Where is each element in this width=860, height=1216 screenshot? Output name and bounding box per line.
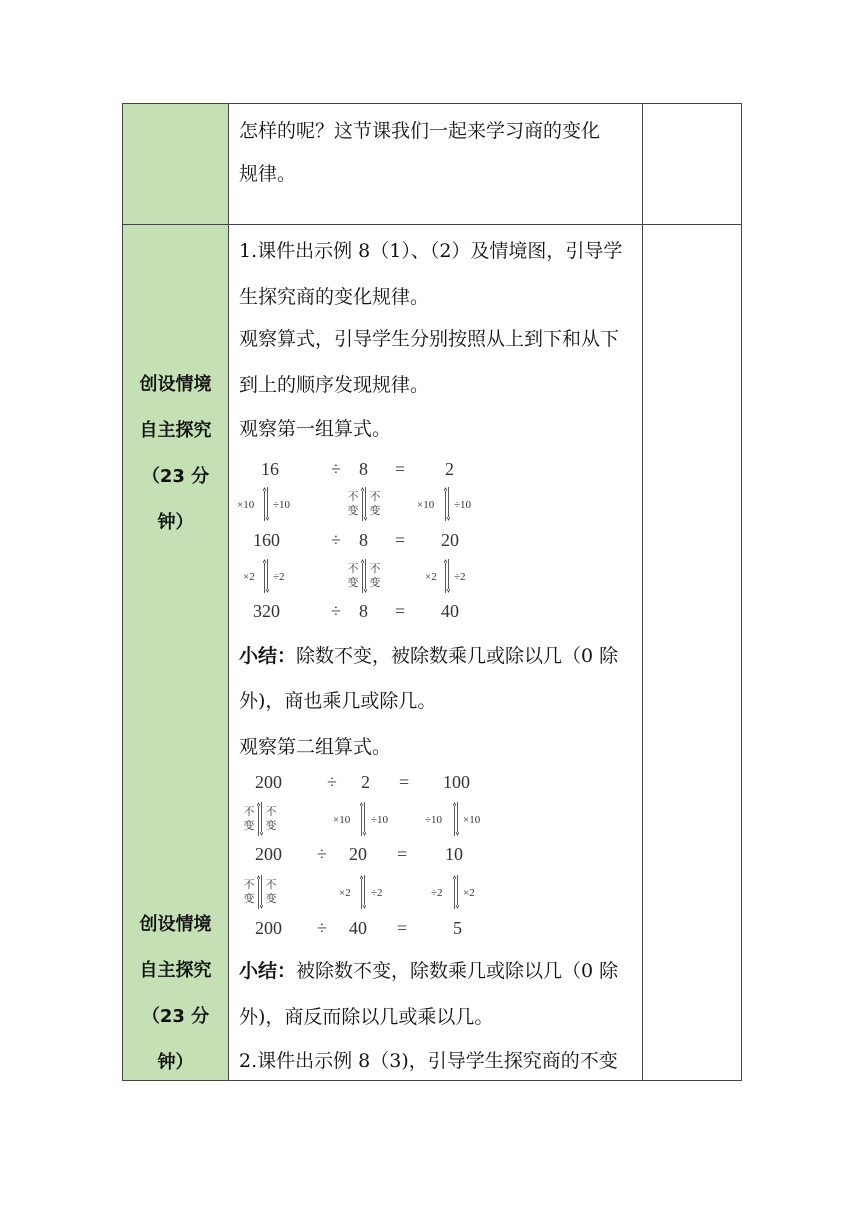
g1-r1-dividend: 16	[261, 459, 279, 479]
g2-s2-bb-top-r: 不	[265, 879, 277, 891]
g1-s1-left-a: ×10	[237, 499, 255, 511]
g1-r1-op: ÷	[331, 459, 341, 479]
row-divider	[123, 224, 741, 225]
g2-r1-eq: =	[399, 772, 410, 792]
g2-s2-right-c: ×2	[463, 887, 475, 899]
g1-r3-quotient: 40	[441, 601, 459, 621]
up-down-arrow-icon	[257, 802, 263, 836]
up-down-arrow-icon	[263, 487, 269, 521]
g1-s1-right-a: ÷10	[273, 499, 291, 511]
g2-r2-divisor: 20	[349, 844, 367, 864]
g2-r2-eq: =	[397, 844, 408, 864]
summary-2-line-2: 外)，商反而除以几或乘以几。	[239, 1006, 494, 1028]
g1-r2-op: ÷	[331, 530, 341, 550]
g2-s2-bb-bot-l: 变	[243, 893, 255, 905]
g2-r2-quotient: 10	[445, 844, 463, 864]
g1-s2-left-a: ×2	[243, 571, 255, 583]
summary-2-label: 小结：	[239, 960, 297, 982]
g1-r3-eq: =	[395, 601, 406, 621]
up-down-arrow-icon	[453, 875, 459, 909]
g1-s2-bb-bot-l: 变	[347, 577, 359, 589]
g2-s1-bb-bot-l: 变	[243, 820, 255, 832]
g1-r3-op: ÷	[331, 601, 341, 621]
summary-1-label: 小结：	[239, 645, 297, 667]
up-down-arrow-icon	[453, 802, 459, 836]
g2-s2-bb-top-l: 不	[243, 879, 255, 891]
up-down-arrow-icon	[361, 559, 367, 593]
g2-s2-right-b: ÷2	[371, 887, 383, 899]
g2-r3-dividend: 200	[255, 918, 282, 938]
lesson-table	[122, 103, 742, 1081]
g2-s1-right-b: ÷10	[371, 814, 389, 826]
g1-s1-bb-bot-l: 变	[347, 505, 359, 517]
summary-2-text: 被除数不变，除数乘几或除以几（0 除	[296, 960, 619, 982]
g1-r1-eq: =	[395, 459, 406, 479]
g2-r1-divisor: 2	[361, 772, 370, 792]
row1-line-2: 规律。	[239, 163, 297, 185]
g1-r1-quotient: 2	[445, 459, 454, 479]
g2-r2-dividend: 200	[255, 844, 282, 864]
activity-2-line-1: 2.课件出示例 8（3)，引导学生探究商的不变	[239, 1050, 618, 1072]
g1-s1-left-c: ×10	[417, 499, 435, 511]
g2-r1-quotient: 100	[443, 772, 470, 792]
g1-r3-dividend: 320	[253, 601, 280, 621]
g2-r1-dividend: 200	[255, 772, 282, 792]
g2-r3-eq: =	[397, 918, 408, 938]
observe-line-1: 观察算式，引导学生分别按照从上到下和从下	[239, 328, 620, 350]
g1-s1-right-c: ÷10	[454, 499, 472, 511]
g2-r3-divisor: 40	[349, 918, 367, 938]
g1-s2-bb-top-r: 不	[369, 563, 381, 575]
stage-label-line: （23 分	[141, 1006, 210, 1027]
g2-s1-bb-bot-r: 变	[265, 820, 277, 832]
g1-s1-bb-bot-r: 变	[369, 505, 381, 517]
stage-label-repeat	[123, 902, 228, 1086]
up-down-arrow-icon	[444, 487, 450, 521]
stage-label-line: 钟）	[157, 1052, 194, 1073]
up-down-arrow-icon	[360, 802, 366, 836]
up-down-arrow-icon	[360, 875, 366, 909]
stage-label	[123, 362, 228, 546]
summary-1-line-2: 外)，商也乘几或除几。	[239, 690, 437, 712]
g1-s1-bb-top-r: 不	[369, 491, 381, 503]
stage-label-line: 钟）	[157, 512, 194, 533]
up-down-arrow-icon	[361, 487, 367, 521]
column-divider-1	[228, 104, 229, 1080]
g1-s2-bb-top-l: 不	[347, 563, 359, 575]
g1-r2-divisor: 8	[359, 530, 368, 550]
g1-s2-left-c: ×2	[425, 571, 437, 583]
g2-s2-left-b: ×2	[339, 887, 351, 899]
g2-s2-left-c: ÷2	[431, 887, 443, 899]
column-divider-2	[642, 104, 643, 1080]
g2-s1-left-c: ÷10	[425, 814, 443, 826]
g2-r1-op: ÷	[327, 772, 337, 792]
g1-s2-bb-bot-r: 变	[369, 577, 381, 589]
summary-1-line-1	[239, 644, 618, 668]
g2-r2-op: ÷	[317, 844, 327, 864]
up-down-arrow-icon	[257, 875, 263, 909]
g1-s1-bb-top-l: 不	[347, 491, 359, 503]
observe-group-1: 观察第一组算式。	[239, 418, 392, 440]
up-down-arrow-icon	[263, 559, 269, 593]
stage-label-line: 自主探究	[139, 420, 212, 441]
stage-label-line: （23 分	[141, 466, 210, 487]
up-down-arrow-icon	[444, 559, 450, 593]
g1-r2-dividend: 160	[253, 530, 280, 550]
g1-r2-quotient: 20	[441, 530, 459, 550]
g1-s2-right-a: ÷2	[273, 571, 285, 583]
g1-r2-eq: =	[395, 530, 406, 550]
g2-s1-left-b: ×10	[333, 814, 351, 826]
observe-group-2: 观察第二组算式。	[239, 736, 392, 758]
summary-2-line-1	[239, 959, 618, 983]
row1-line-1: 怎样的呢？这节课我们一起来学习商的变化	[239, 120, 601, 142]
activity-1-line-1: 1.课件出示例 8（1）、（2）及情境图，引导学	[239, 240, 623, 262]
g1-r3-divisor: 8	[359, 601, 368, 621]
summary-1-text: 除数不变，被除数乘几或除以几（0 除	[296, 645, 619, 667]
activity-1-line-2: 生探究商的变化规律。	[239, 286, 430, 308]
g1-s2-right-c: ÷2	[454, 571, 466, 583]
stage-label-line: 创设情境	[139, 914, 212, 935]
g2-r3-quotient: 5	[453, 918, 462, 938]
observe-line-2: 到上的顺序发现规律。	[239, 374, 430, 396]
g2-s1-bb-top-l: 不	[243, 806, 255, 818]
g2-s1-bb-top-r: 不	[265, 806, 277, 818]
stage-label-line: 创设情境	[139, 374, 212, 395]
g2-s1-right-c: ×10	[463, 814, 481, 826]
g2-s2-bb-bot-r: 变	[265, 893, 277, 905]
g2-r3-op: ÷	[317, 918, 327, 938]
stage-label-line: 自主探究	[139, 960, 212, 981]
g1-r1-divisor: 8	[359, 459, 368, 479]
